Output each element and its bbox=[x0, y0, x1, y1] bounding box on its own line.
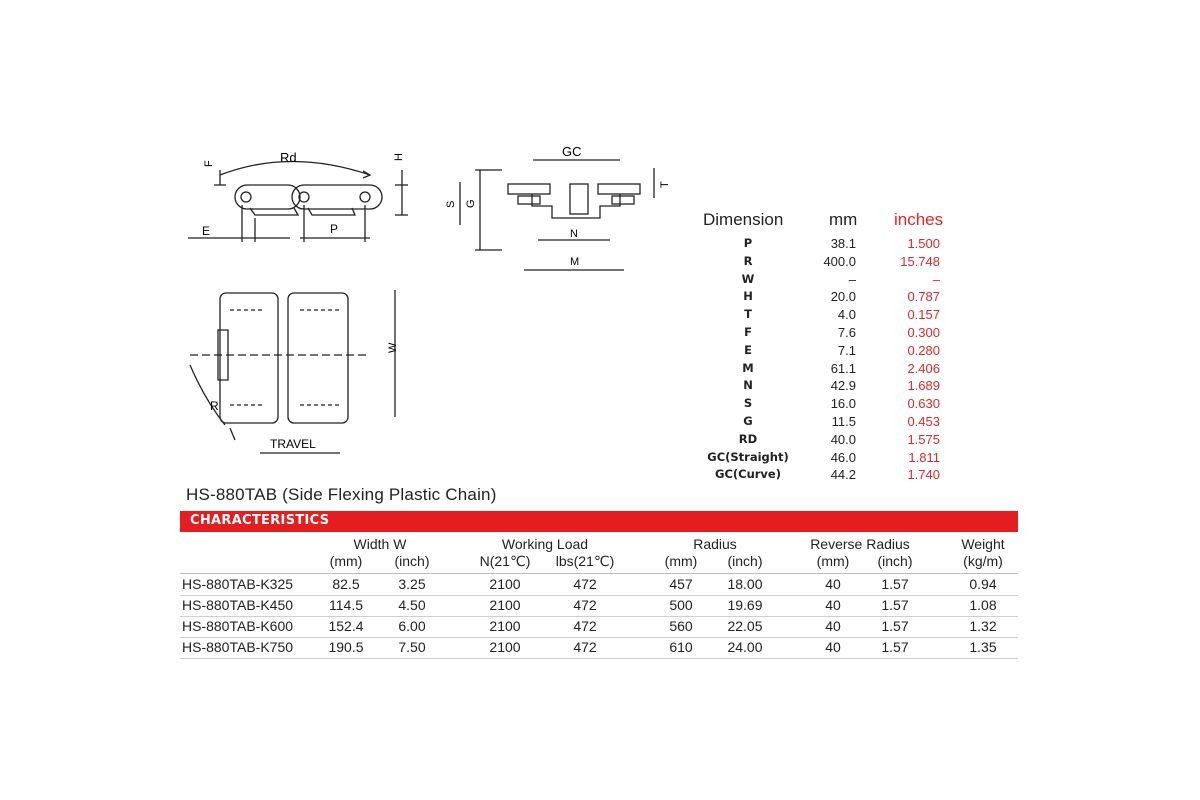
dimension-inches: 0.300 bbox=[907, 324, 940, 340]
label-f: F bbox=[203, 160, 215, 167]
radius-mm-cell: 500 bbox=[669, 597, 693, 613]
table-row bbox=[180, 574, 1018, 596]
dimension-mm: 11.5 bbox=[831, 413, 856, 429]
dimension-label: GC(Curve) bbox=[715, 467, 781, 482]
dimension-inches: 1.811 bbox=[908, 449, 940, 465]
width-mm-cell: 82.5 bbox=[332, 576, 360, 592]
dimension-mm: – bbox=[848, 271, 856, 287]
rev-inch-cell: 1.57 bbox=[881, 618, 909, 634]
dimension-mm: 42.9 bbox=[830, 378, 856, 394]
dimension-label: P bbox=[743, 236, 753, 250]
dimension-mm: 16.0 bbox=[830, 396, 856, 412]
dimension-label: H bbox=[743, 289, 753, 304]
load-lbs-sub: lbs(21℃) bbox=[555, 553, 615, 569]
dimension-label: RD bbox=[738, 431, 758, 446]
dimension-inches: 0.630 bbox=[907, 396, 940, 412]
characteristics-title: CHARACTERISTICS bbox=[190, 513, 330, 528]
dimension-row bbox=[698, 272, 958, 290]
reverse-radius-header: Reverse Radius bbox=[810, 536, 910, 552]
label-t: T bbox=[659, 181, 671, 188]
width-inch-cell: 4.50 bbox=[398, 597, 426, 613]
load-n-cell: 2100 bbox=[489, 618, 521, 634]
width-inch-cell: 7.50 bbox=[398, 639, 426, 655]
weight-unit-sub: (kg/m) bbox=[963, 553, 1003, 569]
dimension-mm: 4.0 bbox=[837, 307, 856, 323]
dimension-row bbox=[698, 396, 958, 414]
dimension-mm: 44.2 bbox=[830, 467, 856, 483]
table-row bbox=[180, 637, 1018, 659]
dimension-mm: 61.1 bbox=[830, 360, 856, 376]
dimension-inches: – bbox=[932, 271, 940, 287]
dimension-mm: 40.0 bbox=[830, 431, 856, 447]
dimension-row bbox=[698, 307, 958, 325]
dimension-row bbox=[698, 378, 958, 396]
dimension-inches: 0.280 bbox=[907, 342, 940, 358]
load-lbs-cell: 472 bbox=[573, 597, 597, 613]
dimension-label: T bbox=[744, 307, 752, 322]
dimension-header-inches: inches bbox=[894, 210, 944, 229]
width-header: Width W bbox=[353, 536, 407, 552]
radius-inch-cell: 19.69 bbox=[727, 597, 763, 613]
dimension-inches: 0.157 bbox=[907, 307, 940, 323]
radius-header: Radius bbox=[693, 536, 737, 552]
dimension-label: F bbox=[744, 324, 752, 339]
model-cell: HS-880TAB-K750 bbox=[182, 639, 294, 655]
dimension-mm: 38.1 bbox=[830, 236, 856, 251]
dimension-header-label: Dimension bbox=[703, 210, 784, 229]
width-mm-cell: 114.5 bbox=[329, 597, 363, 613]
width-mm-sub: (mm) bbox=[329, 553, 363, 569]
load-lbs-cell: 472 bbox=[573, 639, 597, 655]
dimension-inches: 0.453 bbox=[907, 413, 940, 429]
load-n-cell: 2100 bbox=[489, 597, 521, 613]
characteristics-bar bbox=[180, 511, 1018, 532]
label-s: S bbox=[445, 200, 457, 208]
radius-mm-sub: (mm) bbox=[664, 553, 698, 569]
label-p: P bbox=[330, 222, 339, 236]
dimension-header bbox=[698, 210, 958, 236]
radius-inch-cell: 22.05 bbox=[727, 618, 763, 634]
rev-mm-cell: 40 bbox=[825, 639, 841, 655]
side-view-diagram bbox=[180, 140, 410, 250]
label-gc: GC bbox=[562, 144, 582, 159]
rev-inch-cell: 1.57 bbox=[881, 639, 909, 655]
dimension-row bbox=[698, 343, 958, 361]
dimension-inches: 1.689 bbox=[907, 378, 940, 394]
cross-section-diagram bbox=[440, 140, 680, 275]
label-rd: Rd bbox=[280, 150, 297, 165]
dimension-inches: 1.740 bbox=[907, 467, 940, 483]
dimension-table bbox=[698, 210, 958, 485]
width-inch-cell: 6.00 bbox=[398, 618, 426, 634]
product-title: HS-880TAB (Side Flexing Plastic Chain) bbox=[186, 485, 497, 504]
dimension-inches: 1.575 bbox=[907, 431, 940, 447]
dimension-row bbox=[698, 450, 958, 468]
dimension-inches: 1.500 bbox=[907, 236, 940, 251]
rev-mm-cell: 40 bbox=[825, 576, 841, 592]
weight-cell: 1.35 bbox=[969, 639, 997, 655]
dimension-label: W bbox=[741, 271, 755, 286]
dimension-row bbox=[698, 325, 958, 343]
dimension-label: N bbox=[743, 378, 753, 393]
label-h: H bbox=[393, 153, 405, 161]
dimension-label: GC(Straight) bbox=[707, 449, 789, 464]
width-mm-cell: 152.4 bbox=[328, 618, 364, 634]
dimension-row bbox=[698, 254, 958, 272]
width-inch-sub: (inch) bbox=[394, 553, 430, 569]
load-n-cell: 2100 bbox=[489, 576, 521, 592]
dimension-label: R bbox=[743, 253, 753, 268]
model-cell: HS-880TAB-K450 bbox=[182, 597, 294, 613]
label-travel: TRAVEL bbox=[270, 437, 316, 451]
radius-mm-cell: 610 bbox=[669, 639, 693, 655]
table-row bbox=[180, 616, 1018, 638]
dimension-label: G bbox=[743, 413, 753, 428]
width-inch-cell: 3.25 bbox=[398, 576, 426, 592]
dimension-mm: 7.1 bbox=[837, 342, 856, 358]
table-row bbox=[180, 595, 1018, 617]
dimension-mm: 46.0 bbox=[830, 449, 856, 465]
dimension-mm: 400.0 bbox=[823, 253, 856, 269]
dimension-label: S bbox=[743, 396, 753, 411]
label-e: E bbox=[202, 224, 211, 238]
radius-inch-sub: (inch) bbox=[727, 553, 763, 569]
radius-mm-cell: 457 bbox=[669, 576, 693, 592]
width-mm-cell: 190.5 bbox=[328, 639, 364, 655]
spec-header bbox=[180, 533, 1018, 574]
dimension-label: E bbox=[744, 342, 752, 357]
top-view-diagram bbox=[180, 285, 420, 460]
radius-inch-cell: 24.00 bbox=[727, 639, 763, 655]
model-cell: HS-880TAB-K325 bbox=[182, 576, 294, 592]
radius-inch-cell: 18.00 bbox=[727, 576, 763, 592]
rev-inch-sub: (inch) bbox=[877, 553, 913, 569]
working-load-header: Working Load bbox=[501, 536, 589, 552]
weight-cell: 1.08 bbox=[969, 597, 997, 613]
dimension-mm: 20.0 bbox=[830, 289, 856, 305]
label-r: R bbox=[210, 399, 219, 413]
label-g: G bbox=[465, 199, 477, 208]
dimension-mm: 7.6 bbox=[837, 324, 856, 340]
label-n: N bbox=[570, 228, 578, 240]
load-lbs-cell: 472 bbox=[573, 576, 597, 592]
dimension-header-mm: mm bbox=[829, 210, 858, 229]
load-n-sub: N(21℃) bbox=[479, 553, 531, 569]
weight-cell: 0.94 bbox=[969, 576, 997, 592]
label-w: W bbox=[387, 342, 399, 353]
rev-mm-cell: 40 bbox=[825, 597, 841, 613]
rev-inch-cell: 1.57 bbox=[881, 576, 909, 592]
dimension-inches: 15.748 bbox=[900, 253, 940, 269]
dimension-row bbox=[698, 361, 958, 379]
weight-header: Weight bbox=[961, 536, 1005, 552]
dimension-label: M bbox=[742, 360, 754, 375]
label-m: M bbox=[570, 256, 580, 268]
rev-mm-cell: 40 bbox=[825, 618, 841, 634]
radius-mm-cell: 560 bbox=[669, 618, 693, 634]
rev-mm-sub: (mm) bbox=[816, 553, 850, 569]
dimension-row bbox=[698, 467, 958, 485]
load-lbs-cell: 472 bbox=[573, 618, 597, 634]
dimension-inches: 2.406 bbox=[907, 360, 940, 376]
dimension-row bbox=[698, 236, 958, 254]
rev-inch-cell: 1.57 bbox=[881, 597, 909, 613]
load-n-cell: 2100 bbox=[489, 639, 521, 655]
dimension-row bbox=[698, 289, 958, 307]
weight-cell: 1.32 bbox=[969, 618, 997, 634]
dimension-row bbox=[698, 414, 958, 432]
model-cell: HS-880TAB-K600 bbox=[182, 618, 294, 634]
dimension-inches: 0.787 bbox=[907, 289, 940, 305]
dimension-row bbox=[698, 432, 958, 450]
